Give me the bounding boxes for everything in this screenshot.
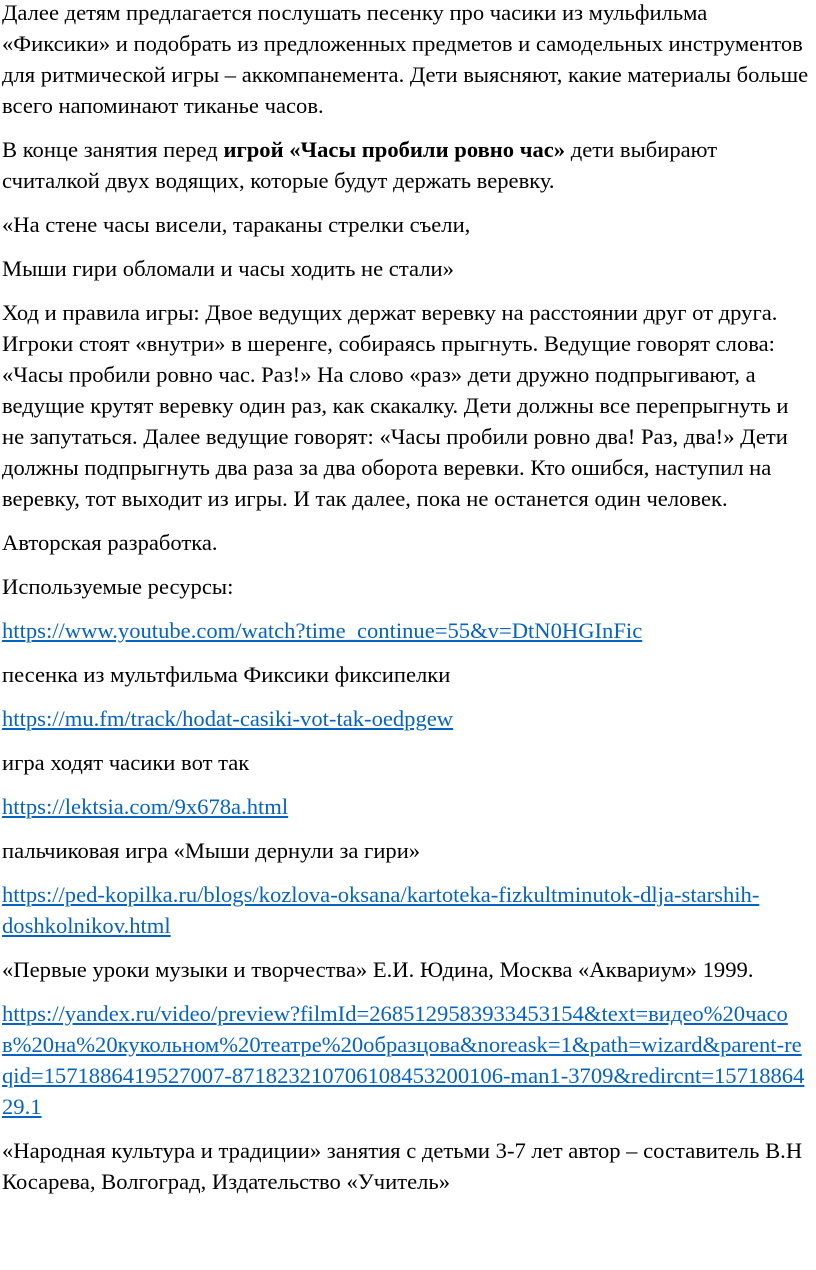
game-title-bold: игрой «Часы пробили ровно час» <box>223 137 566 162</box>
resource-link-youtube[interactable]: https://www.youtube.com/watch?time_continue=55&v=DtN0HGInFic <box>2 618 643 643</box>
resources-heading: Используемые ресурсы: <box>2 574 234 599</box>
resource-description-game: игра ходят часики вот так <box>2 750 250 775</box>
game-intro-text-end: дети выбирают считалкой двух водящих, которые будут держать веревку. <box>2 137 718 193</box>
resource-link-yandex-video[interactable]: https://yandex.ru/video/preview?filmId=2685129583933453154&text=видео%20часов%20на%20кукольном%20театре%20образцова&noreask=1&path=wizard&parent-reqid=1571886419527007-871823210706108453200106-man1-3709&redircnt=1571886429.1 <box>2 1001 805 1119</box>
resource-description-song: песенка из мультфильма Фиксики фиксипелки <box>2 662 451 687</box>
resource-description-finger-game: пальчиковая игра «Мыши дернули за гири» <box>2 838 421 863</box>
book-reference-yudina: «Первые уроки музыки и творчества» Е.И. Юдина, Москва «Аквариум» 1999. <box>2 957 754 982</box>
rhyme-line-2: Мыши гири обломали и часы ходить не стали» <box>2 256 454 281</box>
game-intro-paragraph <box>2 134 810 196</box>
game-rules-paragraph: Ход и правила игры: Двое ведущих держат веревку на расстоянии друг от друга. Игроки стоят «внутри» в шеренге, собираясь прыгнуть. Ведущие говорят слова: «Часы пробили ровно час. Раз!» На слово «раз» дети дружно подпрыгивают, а ведущие крутят веревку один раз, как скакалку. Дети должны все перепрыгнуть и не запутаться. Далее ведущие говорят: «Часы пробили ровно два! Раз, два!» Дети должны подпрыгнуть два раза за два оборота веревки. Кто ошибся, наступил на веревку, тот выходит из игры. И так далее, пока не останется один человек. <box>2 300 789 511</box>
resource-link-lektsia[interactable]: https://lektsia.com/9x678a.html <box>2 794 289 819</box>
authorship-note: Авторская разработка. <box>2 530 218 555</box>
resource-link-mufm[interactable]: https://mu.fm/track/hodat-casiki-vot-tak-oedpgew <box>2 706 454 731</box>
intro-paragraph: Далее детям предлагается послушать песенку про часики из мульфильма «Фиксики» и подобрать из предложенных предметов и самодельных инструментов для ритмической игры – аккомпанемента. Дети выясняют, какие материалы больше всего напоминают тиканье часов. <box>2 0 809 118</box>
game-intro-text-start: В конце занятия перед <box>2 137 224 162</box>
resource-link-ped-kopilka[interactable]: https://ped-kopilka.ru/blogs/kozlova-oksana/kartoteka-fizkultminutok-dlja-starshih-doshkolnikov.html <box>2 882 760 938</box>
book-reference-kosareva: «Народная культура и традиции» занятия с детьми 3-7 лет автор – составитель В.Н Косарева, Волгоград, Издательство «Учитель» <box>2 1138 803 1194</box>
rhyme-line-1: «На стене часы висели, тараканы стрелки съели, <box>2 212 471 237</box>
